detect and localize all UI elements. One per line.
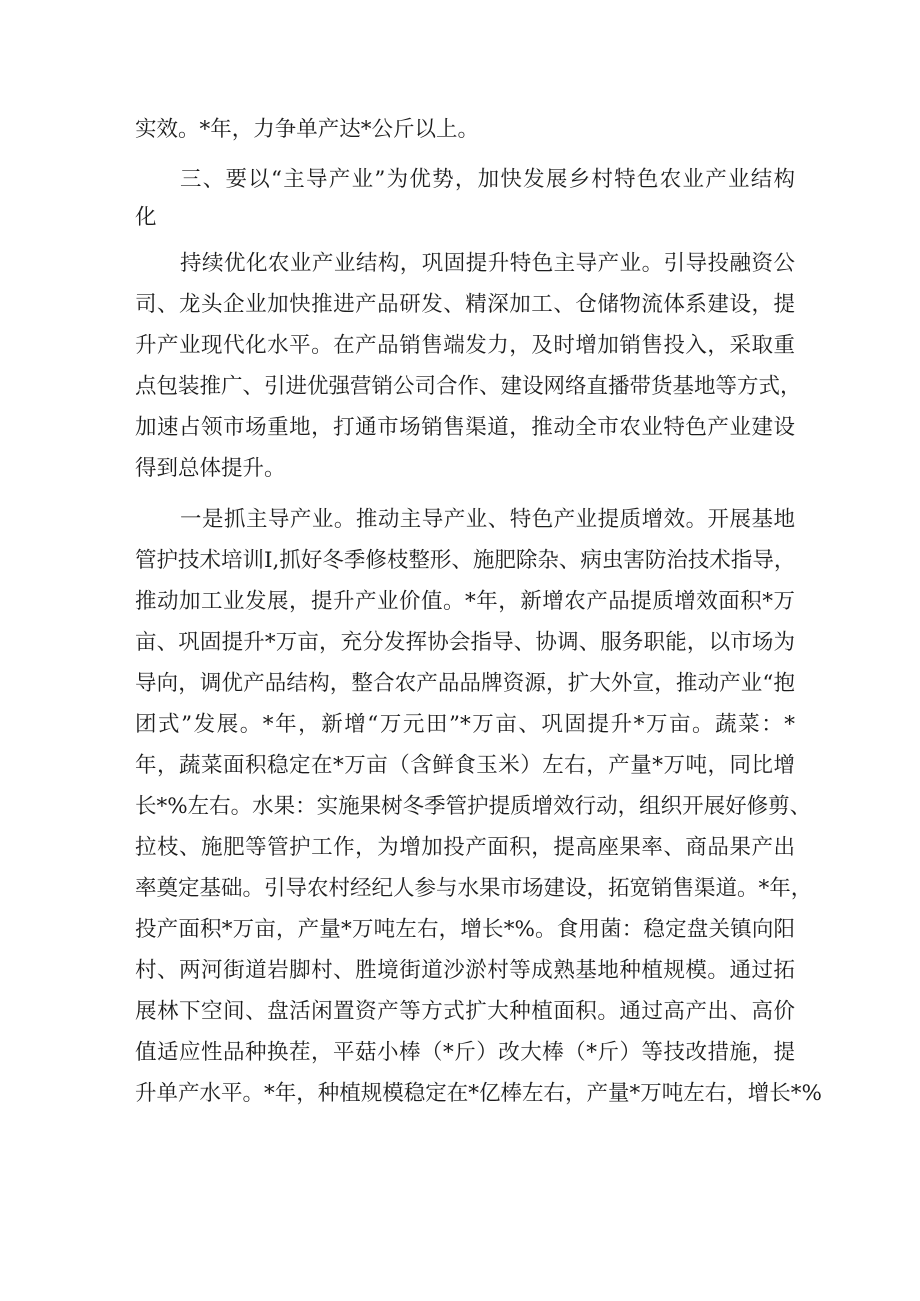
paragraph-line: 点包装推广、引进优强营销公司合作、建设网络直播带货基地等方式， bbox=[135, 374, 802, 399]
paragraph-line: 村、两河街道岩脚村、胜境街道沙淤村等成熟基地种植规模。通过拓 bbox=[135, 958, 795, 983]
paragraph-line: 展林下空间、盘活闲置资产等方式扩大种植面积。通过高产出、高价 bbox=[135, 999, 795, 1024]
paragraph-line: 持续优化农业产业结构，巩固提升特色主导产业。引导投融资公 bbox=[180, 251, 795, 276]
paragraph-line: 升单产水平。*年，种植规模稳定在*亿棒左右，产量*万吨左右，增长*% bbox=[135, 1081, 822, 1106]
paragraph-line: 升产业现代化水平。在产品销售端发力，及时增加销售投入，采取重 bbox=[135, 333, 795, 358]
paragraph-line: 实效。*年，力争单产达*公斤以上。 bbox=[135, 117, 480, 142]
paragraph-line: 加速占领市场重地，打通市场销售渠道，推动全市农业特色产业建设 bbox=[135, 415, 795, 440]
paragraph-line: 年，蔬菜面积稳定在*万亩（含鲜食玉米）左右，产量*万吨，同比增 bbox=[135, 753, 795, 778]
paragraph-line: 管护技术培训I,抓好冬季修枝整形、施肥除杂、病虫害防治技术指导， bbox=[135, 548, 796, 573]
paragraph-line: 值适应性品种换茬，平菇小棒（*斤）改大棒（*斤）等技改措施，提 bbox=[135, 1040, 795, 1065]
paragraph-line: 司、龙头企业加快推进产品研发、精深加工、仓储物流体系建设，提 bbox=[135, 292, 795, 317]
section-heading-line: 化 bbox=[135, 205, 157, 230]
paragraph-line: 得到总体提升。 bbox=[135, 456, 286, 481]
paragraph-line: 率奠定基础。引导农村经纪人参与水果市场建设，拓宽销售渠道。*年， bbox=[135, 876, 813, 901]
paragraph-line: 推动加工业发展，提升产业价值。*年，新增农产品提质增效面积*万 bbox=[135, 589, 795, 614]
paragraph-line: 团式”发展。*年，新增“万元田”*万亩、巩固提升*万亩。蔬菜：* bbox=[135, 712, 795, 737]
section-heading-line: 三、要以“主导产业”为优势，加快发展乡村特色农业产业结构 bbox=[180, 167, 795, 192]
paragraph-line: 长*%左右。水果：实施果树冬季管护提质增效行动，组织开展好修剪、 bbox=[135, 794, 812, 819]
paragraph-line: 导向，调优产品结构，整合农产品品牌资源，扩大外宣，推动产业“抱 bbox=[135, 671, 795, 696]
paragraph-line: 投产面积*万亩，产量*万吨左右，增长*%。食用菌：稳定盘关镇向阳 bbox=[135, 917, 795, 942]
paragraph-line: 拉枝、施肥等管护工作，为增加投产面积，提高座果率、商品果产出 bbox=[135, 835, 795, 860]
paragraph-line: 一是抓主导产业。推动主导产业、特色产业提质增效。开展基地 bbox=[180, 507, 795, 532]
paragraph-line: 亩、巩固提升*万亩，充分发挥协会指导、协调、服务职能，以市场为 bbox=[135, 630, 795, 655]
